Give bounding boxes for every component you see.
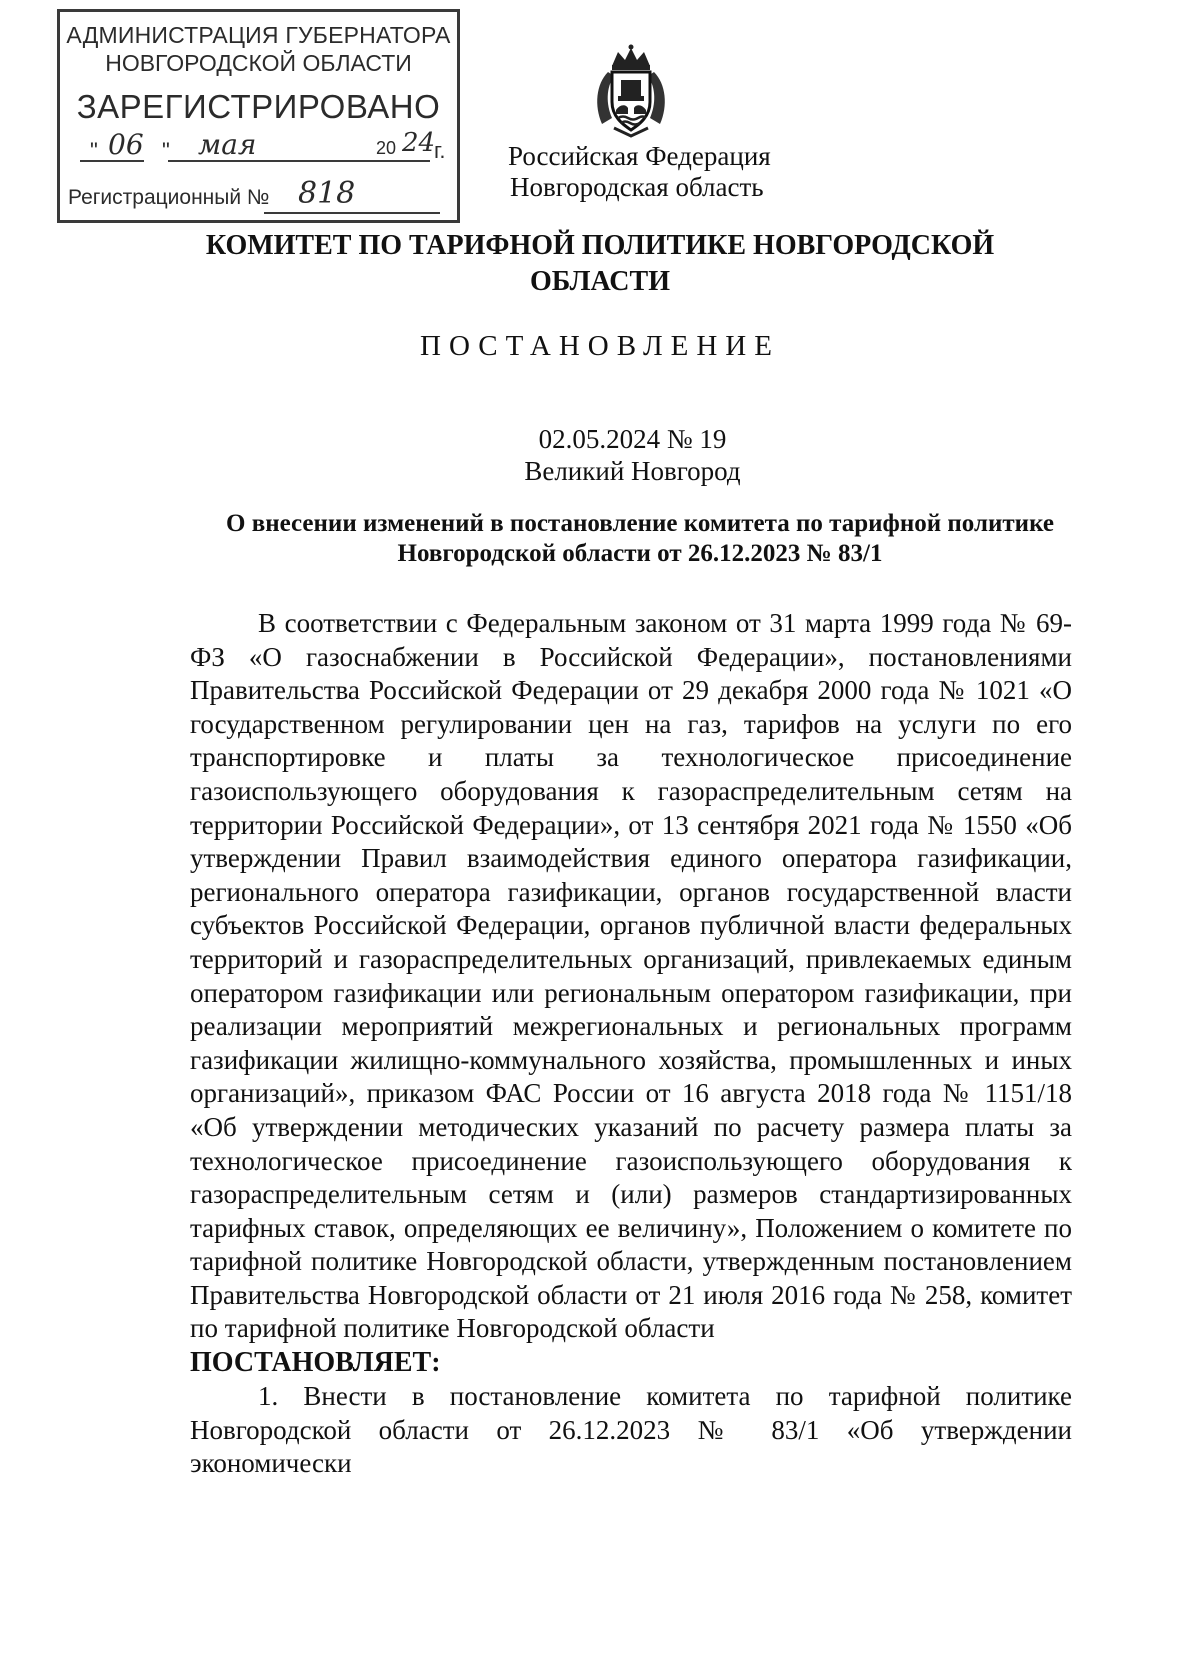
document-type: ПОСТАНОВЛЕНИЕ — [420, 330, 780, 362]
header-region: Новгородская область — [510, 172, 764, 202]
stamp-quote-close: " — [162, 138, 170, 163]
committee-title: КОМИТЕТ ПО ТАРИФНОЙ ПОЛИТИКЕ НОВГОРОДСКОЙ ОБЛАСТИ — [205, 230, 995, 297]
stamp-reg-number-label: Регистрационный № — [68, 186, 270, 209]
stamp-date-underline-month — [168, 160, 430, 162]
document-body — [190, 607, 1072, 1481]
stamp-date-year-suffix: 24 — [402, 128, 436, 158]
document-date-number: 02.05.2024 № 19 — [538, 424, 727, 454]
preamble-paragraph: В соответствии с Федеральным законом от 31 марта 1999 года № 69-ФЗ «О газоснабжении в Российской Федерации», постановлениями Правительства Российской Федерации от 29 декабря 2000 года № 1021 «О государственном регулировании цен на газ, тарифов на услуги по его транспортировке и платы за технологическое присоединение газоиспользующего оборудования к газораспределительным сетям на территории Российской Федерации», от 13 сентября 2021 года № 1550 «Об утверждении Правил взаимодействия единого оператора газификации, регионального оператора газификации, органов государственной власти субъектов Российской Федерации, органов публичной власти федеральных территорий и газораспределительных организаций, привлекаемых единым оператором газификации или региональным оператором газификации, при реализации мероприятий межрегиональных и региональных программ газификации жилищно-коммунального хозяйства, промышленных и иных организаций», приказом ФАС России от 16 августа 2018 года № 1151/18 «Об утверждении методических указаний по расчету размера платы за технологическое присоединение газоиспользующего оборудования к газораспределительным сетям и (или) размеров стандартизированных тарифных ставок, определяющих ее величину», Положением о комитете по тарифной политике Новгородской области, утвержденным постановлением Правительства Новгородской области от 21 июля 2016 года № 258, комитет по тарифной политике Новгородской области — [190, 608, 1072, 1344]
stamp-date-month: мая — [198, 128, 257, 161]
stamp-quote-open: " — [90, 138, 98, 163]
novgorod-coat-of-arms-icon — [588, 44, 674, 138]
stamp-date-underline-day — [80, 160, 144, 162]
document-subject: О внесении изменений в постановление комитета по тарифной политике Новгородской области от 26.12.2023 № 83/1 — [226, 510, 1054, 567]
stamp-region: НОВГОРОДСКОЙ ОБЛАСТИ — [105, 50, 412, 76]
document-city: Великий Новгород — [524, 456, 741, 486]
stamp-reg-number-row — [68, 176, 448, 214]
resolves-heading: ПОСТАНОВЛЯЕТ: — [190, 1347, 441, 1379]
stamp-date — [90, 130, 450, 170]
registration-stamp — [57, 9, 460, 223]
stamp-administration: АДМИНИСТРАЦИЯ ГУБЕРНАТОРА — [66, 22, 451, 48]
stamp-date-year-prefix: 20 — [376, 138, 397, 158]
stamp-reg-number: 818 — [298, 176, 356, 211]
header-country: Российская Федерация — [508, 141, 771, 171]
stamp-status: ЗАРЕГИСТРИРОВАНО — [76, 88, 441, 125]
stamp-date-suffix: г. — [434, 138, 446, 163]
item-1-paragraph: 1. Внести в постановление комитета по тарифной политике Новгородской области от 26.12.2023 № 83/1 «Об утверждении экономически — [190, 1381, 1072, 1479]
stamp-date-day: 06 — [108, 128, 144, 161]
stamp-reg-number-underline — [264, 212, 440, 214]
